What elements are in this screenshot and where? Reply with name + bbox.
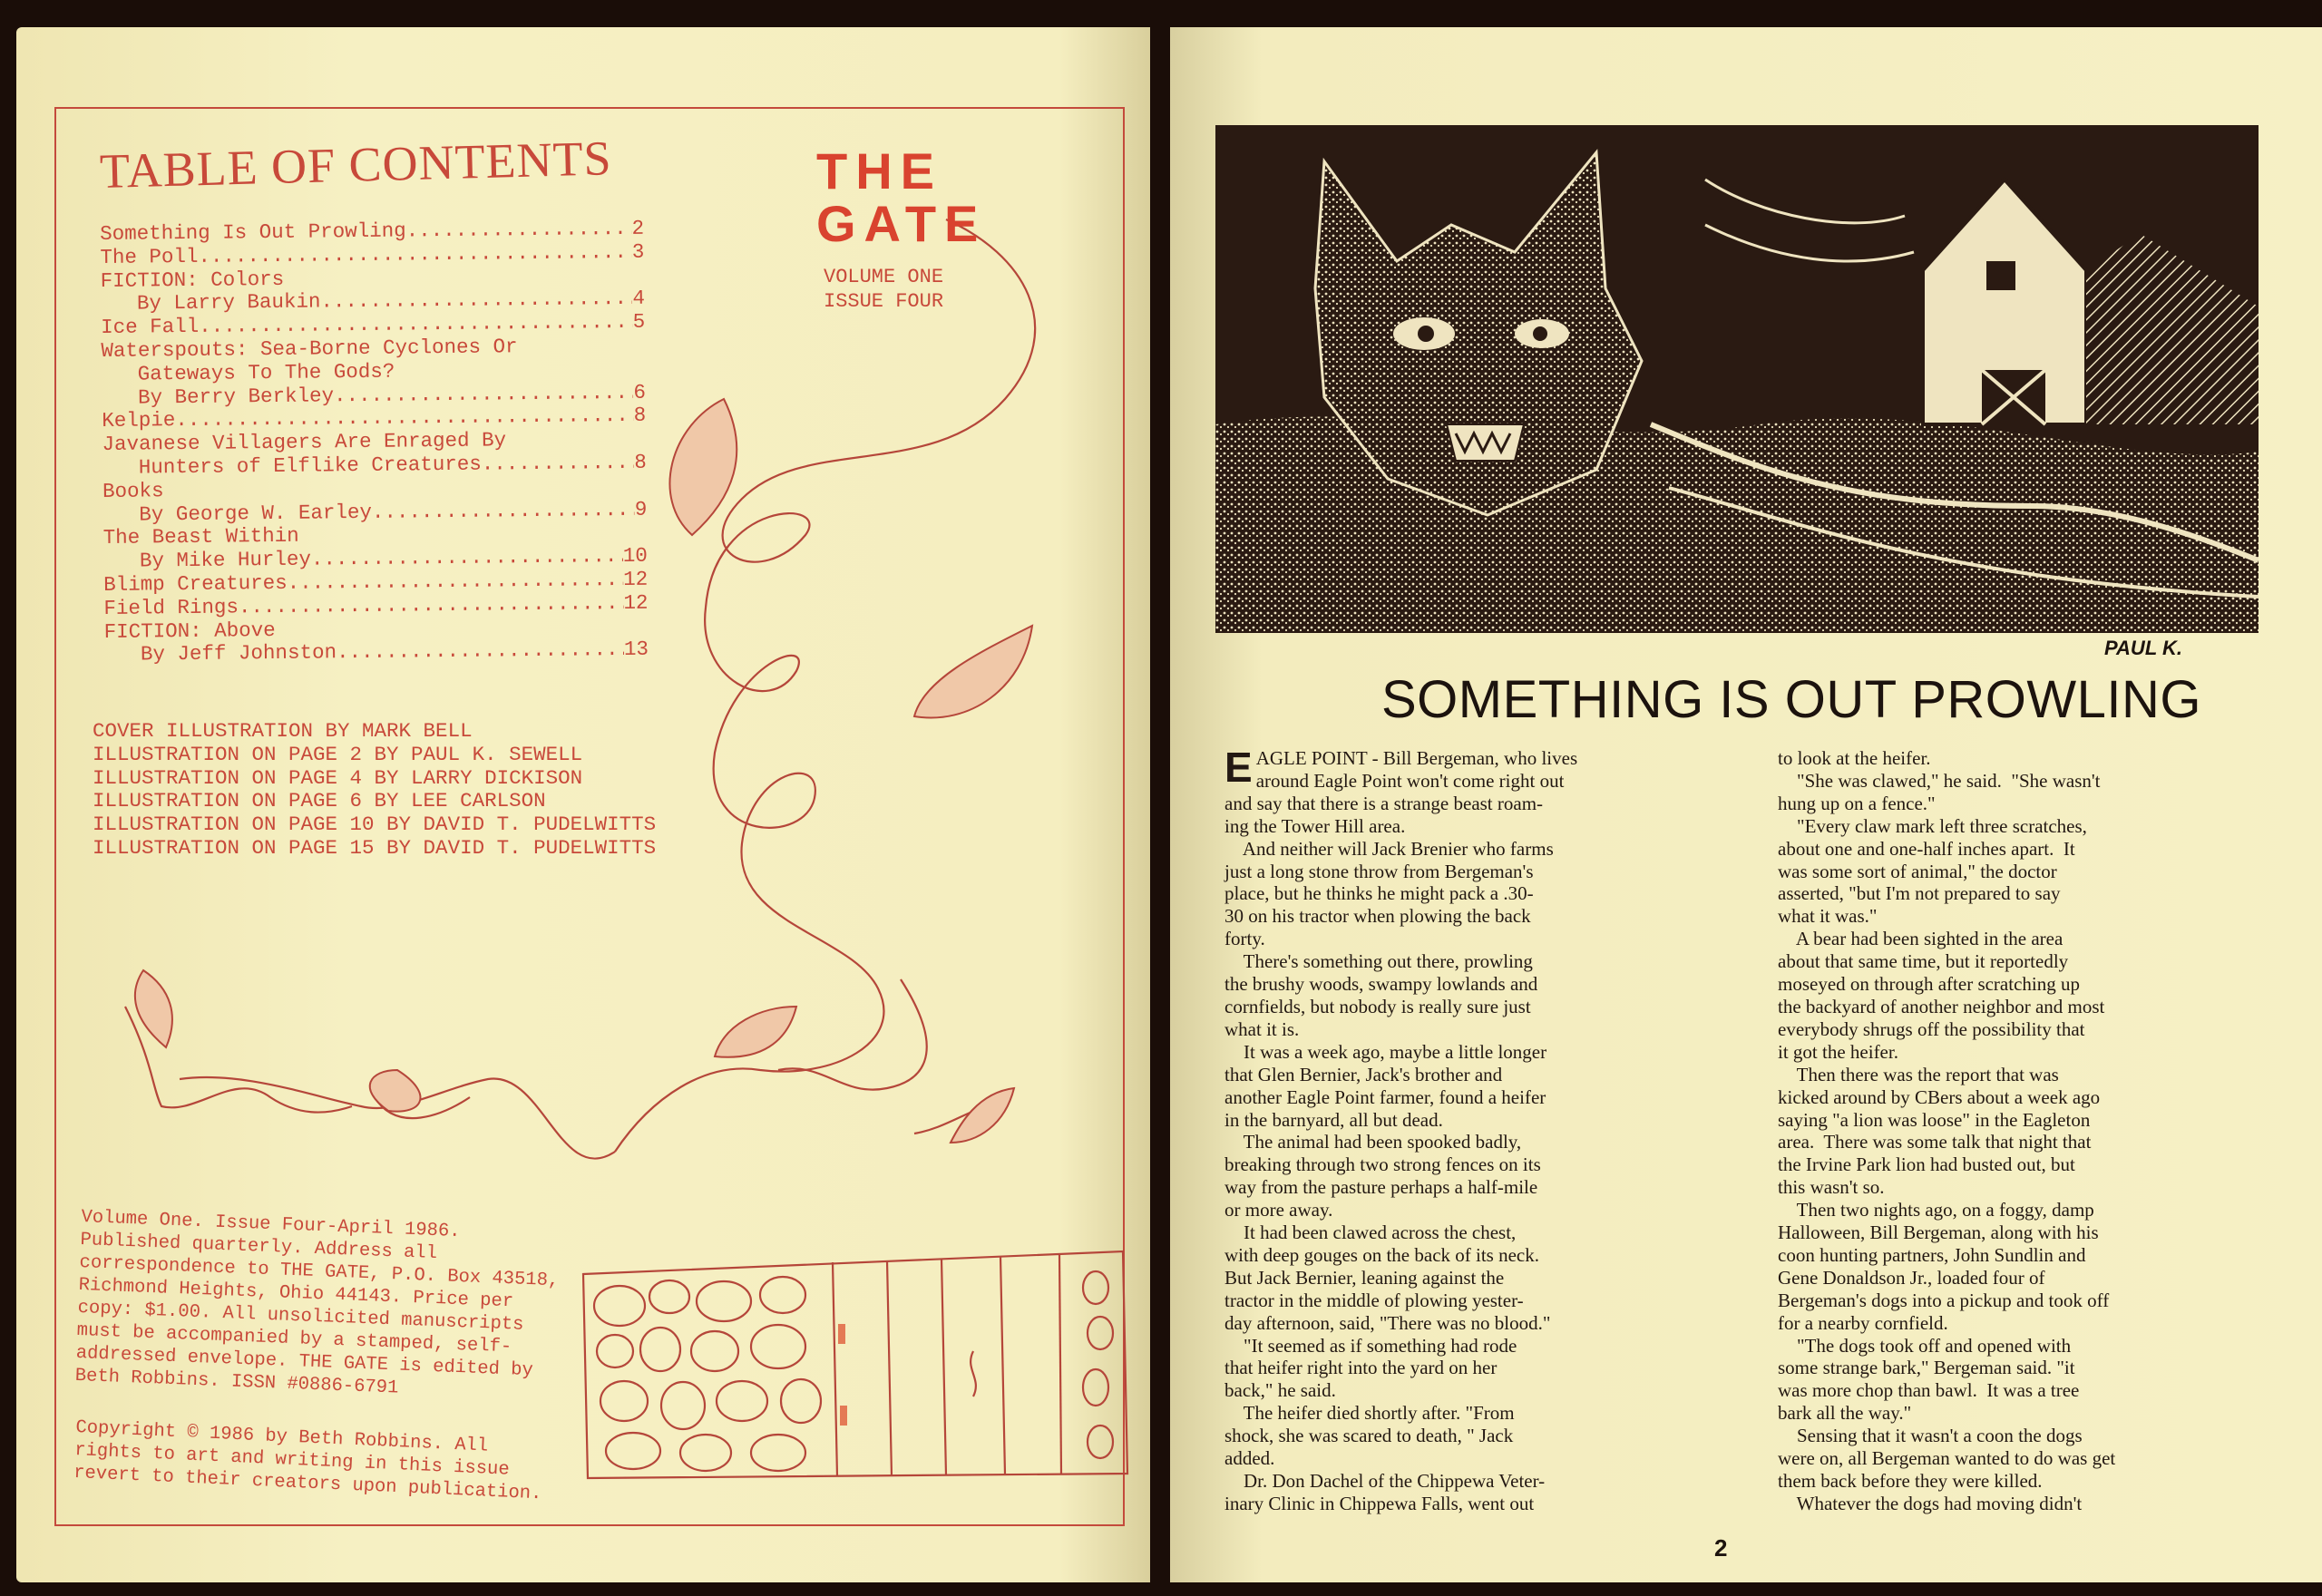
toc-leader-dots — [198, 241, 632, 269]
toc-entry-title: By Mike Hurley — [139, 547, 312, 573]
credit-line: ILLUSTRATION ON PAGE 6 BY LEE CARLSON — [93, 789, 546, 813]
publication-info: Volume One. Issue Four-April 1986. Published quarterly. Address all correspondence to THE GATE, P.O. Box 43518, Richmond Heights, Ohio 44143. Price per copy: $1.00. All unsolicited manuscripts must be accompanied by a stamped, self-addressed envelope. THE GATE is edited by Beth Robbins. ISSN #0886-6791 — [74, 1206, 560, 1399]
toc-entry-title: FICTION: Colors — [100, 267, 285, 293]
credit-line: ILLUSTRATION ON PAGE 2 BY PAUL K. SEWELL — [93, 742, 583, 766]
credit-line: ILLUSTRATION ON PAGE 15 BY DAVID T. PUDELWITTS — [93, 835, 657, 860]
credit-line: ILLUSTRATION ON PAGE 10 BY DAVID T. PUDELWITTS — [93, 813, 657, 837]
left-page — [16, 27, 1150, 1582]
right-page — [1170, 27, 2322, 1582]
copyright-notice: Copyright © 1986 by Beth Robbins. All rights to art and writing in this issue revert to their creators upon publication. — [73, 1416, 542, 1505]
toc-entry-title: By Berry Berkley — [137, 383, 335, 410]
toc-leader-dots — [334, 381, 634, 407]
toc-entry-page: 4 — [632, 287, 646, 311]
toc-entry-page: 8 — [633, 404, 647, 428]
toc-leader-dots — [406, 218, 632, 243]
article-column-1-text: AGLE POINT - Bill Bergeman, who lives around Eagle Point won't come right out and say that there is a strange beast roam- ing the Tower Hill area. And neither will Jack Brenier who farms just a long stone throw from Bergeman's place, but he thinks he might pack a .30- 30 on his tractor when plowing the back forty. There's something out there, prowling the brushy woods, swampy lowlands and cornfields, but nobody is really sure just what it is. It was a week ago, maybe a little longer that Glen Bernier, Jack's brother and another Eagle Point farmer, found a heifer in the barnyard, all but dead. The animal had been spooked badly, breaking through two strong fences on its way from the pasture perhaps a half-mile or more away. It had been clawed across the chest, with deep gouges on the back of its neck. But Jack Bernier, leaning against the tractor in the middle of plowing yester- day afternoon, said, "There was no blood." "It seemed as if something had rode that heifer right into the yard on her back," he said. The heifer died shortly after. "From shock, she was scared to death, " Jack added. Dr. Don Dachel of the Chippewa Veter- inary Clinic in Chippewa Falls, went out — [1224, 747, 1578, 1514]
toc-entry-title: Kelpie — [102, 408, 176, 433]
cat-barn-illustration — [1215, 125, 2259, 633]
article-headline: SOMETHING IS OUT PROWLING — [1381, 670, 2202, 729]
artist-signature: PAUL K. — [2104, 637, 2182, 659]
toc-leader-dots — [199, 311, 633, 339]
magazine-title — [816, 142, 987, 252]
toc-leader-dots — [372, 498, 635, 524]
toc-entry-page: 9 — [634, 497, 648, 521]
toc-leader-dots — [239, 592, 624, 619]
toc-entry-page: 12 — [623, 590, 649, 615]
magazine-title-line1: THE — [816, 142, 942, 200]
toc-entry-page: 5 — [632, 309, 646, 335]
toc-entry-page: 8 — [634, 450, 647, 474]
toc-leader-dots — [337, 638, 624, 665]
toc-entry-title: Books — [102, 479, 164, 503]
credit-line: ILLUSTRATION ON PAGE 4 BY LARRY DICKISON — [93, 765, 583, 790]
article-column-2: to look at the heifer. "She was clawed," he said. "She wasn't hung up on a fence." "Every claw mark left three scratches, about one and one-half inches apart. It was some sort of animal," the doctor asserted, "but I'm not prepared to say what it was." A bear had been sighted in the area about that same time, but it reportedly moseyed on through after scratching up the backyard of another neighbor and most everybody shrugs off the possibility that it got the heifer. Then there was the report that was kicked around by CBers about a week ago saying "a lion was loose" in the Eagleton area. There was some talk that night that the Irvine Park lion had busted out, but this wasn't so. Then two nights ago, on a foggy, damp Halloween, Bill Bergeman, along with his coon hunting partners, John Sundlin and Gene Donaldson Jr., loaded four of Bergeman's dogs into a pickup and took off for a nearby cornfield. "The dogs took off and opened with some strange bark," Bergeman said. "it was more chop than bawl. It was a tree bark all the way." Sensing that it wasn't a coon the dogs were on, all Bergeman wanted to do was get them back before they were killed. Whatever the dogs had moving didn't — [1778, 747, 2116, 1514]
toc-entry-title: Javanese Villagers Are Enraged By — [102, 428, 507, 457]
toc-entry-title: Ice Fall — [101, 315, 200, 340]
toc-title: TABLE OF CONTENTS — [99, 131, 613, 199]
toc-leader-dots — [288, 569, 624, 596]
toc-list — [100, 218, 649, 667]
toc-entry-page: 10 — [622, 543, 649, 569]
volume-label: VOLUME ONE — [824, 266, 944, 288]
issue-label: ISSUE FOUR — [824, 290, 944, 313]
toc-entry-title: Field Rings — [103, 595, 239, 620]
toc-entry-title: The Beast Within — [102, 524, 299, 550]
toc-leader-dots — [320, 287, 632, 314]
toc-entry-title: Blimp Creatures — [103, 570, 288, 597]
page-number: 2 — [1714, 1534, 1728, 1562]
volume-issue — [824, 265, 943, 314]
toc-entry-page: 6 — [633, 380, 647, 404]
toc-entry-title: By Larry Baukin — [136, 289, 321, 316]
toc-entry-page: 3 — [631, 239, 645, 264]
toc-entry-title: The Poll — [100, 244, 199, 269]
toc-entry-title: By George W. Earley — [139, 500, 373, 527]
toc-entry-title: FICTION: Above — [103, 618, 276, 644]
toc-leader-dots — [311, 545, 623, 571]
credit-line: COVER ILLUSTRATION BY MARK BELL — [93, 719, 473, 743]
article-column-1 — [1224, 744, 1578, 1515]
toc-leader-dots — [482, 452, 635, 477]
toc-leader-dots — [175, 404, 634, 433]
toc-entry-title: Waterspouts: Sea-Borne Cyclones Or — [101, 335, 518, 363]
toc-entry-page: 2 — [631, 216, 645, 240]
toc-entry-page: 13 — [623, 637, 649, 662]
toc-entry-title: Gateways To The Gods? — [137, 359, 395, 386]
toc-entry-title: Hunters of Elflike Creatures — [138, 452, 483, 480]
toc-entry-title: Something Is Out Prowling — [99, 219, 406, 246]
magazine-title-line2: GATE — [816, 195, 987, 252]
toc-entry-title: By Jeff Johnston — [140, 640, 337, 667]
illustration-credits — [93, 720, 656, 861]
toc-entry-page: 12 — [622, 567, 649, 591]
drop-cap: E — [1224, 744, 1253, 791]
